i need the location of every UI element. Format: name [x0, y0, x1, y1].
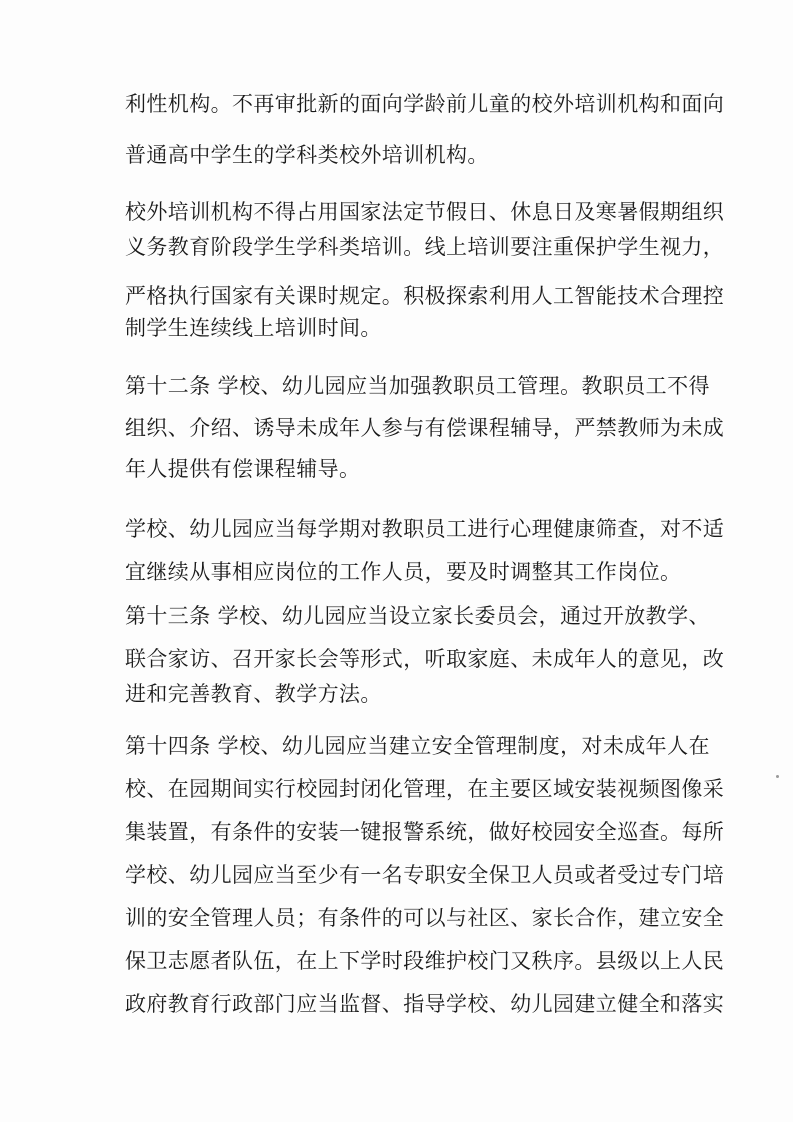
text-line: 集装置，有条件的安装一键报警系统，做好校园安全巡查。每所: [125, 820, 725, 844]
text-line: 进和完善教育、教学方法。: [125, 682, 382, 706]
text-line: 义务教育阶段学生学科类培训。线上培训要注重保护学生视力，: [125, 235, 725, 259]
text-line: 组织、介绍、诱导未成年人参与有偿课程辅导，严禁教师为未成: [125, 416, 725, 440]
text-line: 校、在园期间实行校园封闭化管理，在主要区域安装视频图像采: [125, 777, 725, 801]
text-line: 宜继续从事相应岗位的工作人员，要及时调整其工作岗位。: [125, 560, 682, 584]
text-line: 利性机构。不再审批新的面向学龄前儿童的校外培训机构和面向: [125, 92, 725, 116]
text-line: 政府教育行政部门应当监督、指导学校、幼儿园建立健全和落实: [125, 992, 725, 1016]
text-line: 联合家访、召开家长会等形式，听取家庭、未成年人的意见，改: [125, 647, 725, 671]
text-line: 保卫志愿者队伍，在上下学时段维护校门又秩序。县级以上人民: [125, 949, 725, 973]
scan-speck: [776, 775, 779, 778]
text-line: 第十三条 学校、幼儿园应当设立家长委员会，通过开放教学、: [125, 604, 710, 628]
text-line: 普通高中学生的学科类校外培训机构。: [125, 143, 489, 167]
text-line: 训的安全管理人员；有条件的可以与社区、家长合作，建立安全: [125, 906, 725, 930]
text-line: 学校、幼儿园应当至少有一名专职安全保卫人员或者受过专门培: [125, 863, 725, 887]
text-line: 校外培训机构不得占用国家法定节假日、休息日及寒暑假期组织: [125, 200, 725, 224]
text-line: 第十二条 学校、幼儿园应当加强教职员工管理。教职员工不得: [125, 374, 710, 398]
text-line: 第十四条 学校、幼儿园应当建立安全管理制度，对未成年人在: [125, 734, 710, 758]
text-line: 年人提供有偿课程辅导。: [125, 457, 361, 481]
text-line: 严格执行国家有关课时规定。积极探索利用人工智能技术合理控: [125, 284, 725, 308]
text-line: 学校、幼儿园应当每学期对教职员工进行心理健康筛查，对不适: [125, 517, 725, 541]
text-line: 制学生连续线上培训时间。: [125, 316, 382, 340]
